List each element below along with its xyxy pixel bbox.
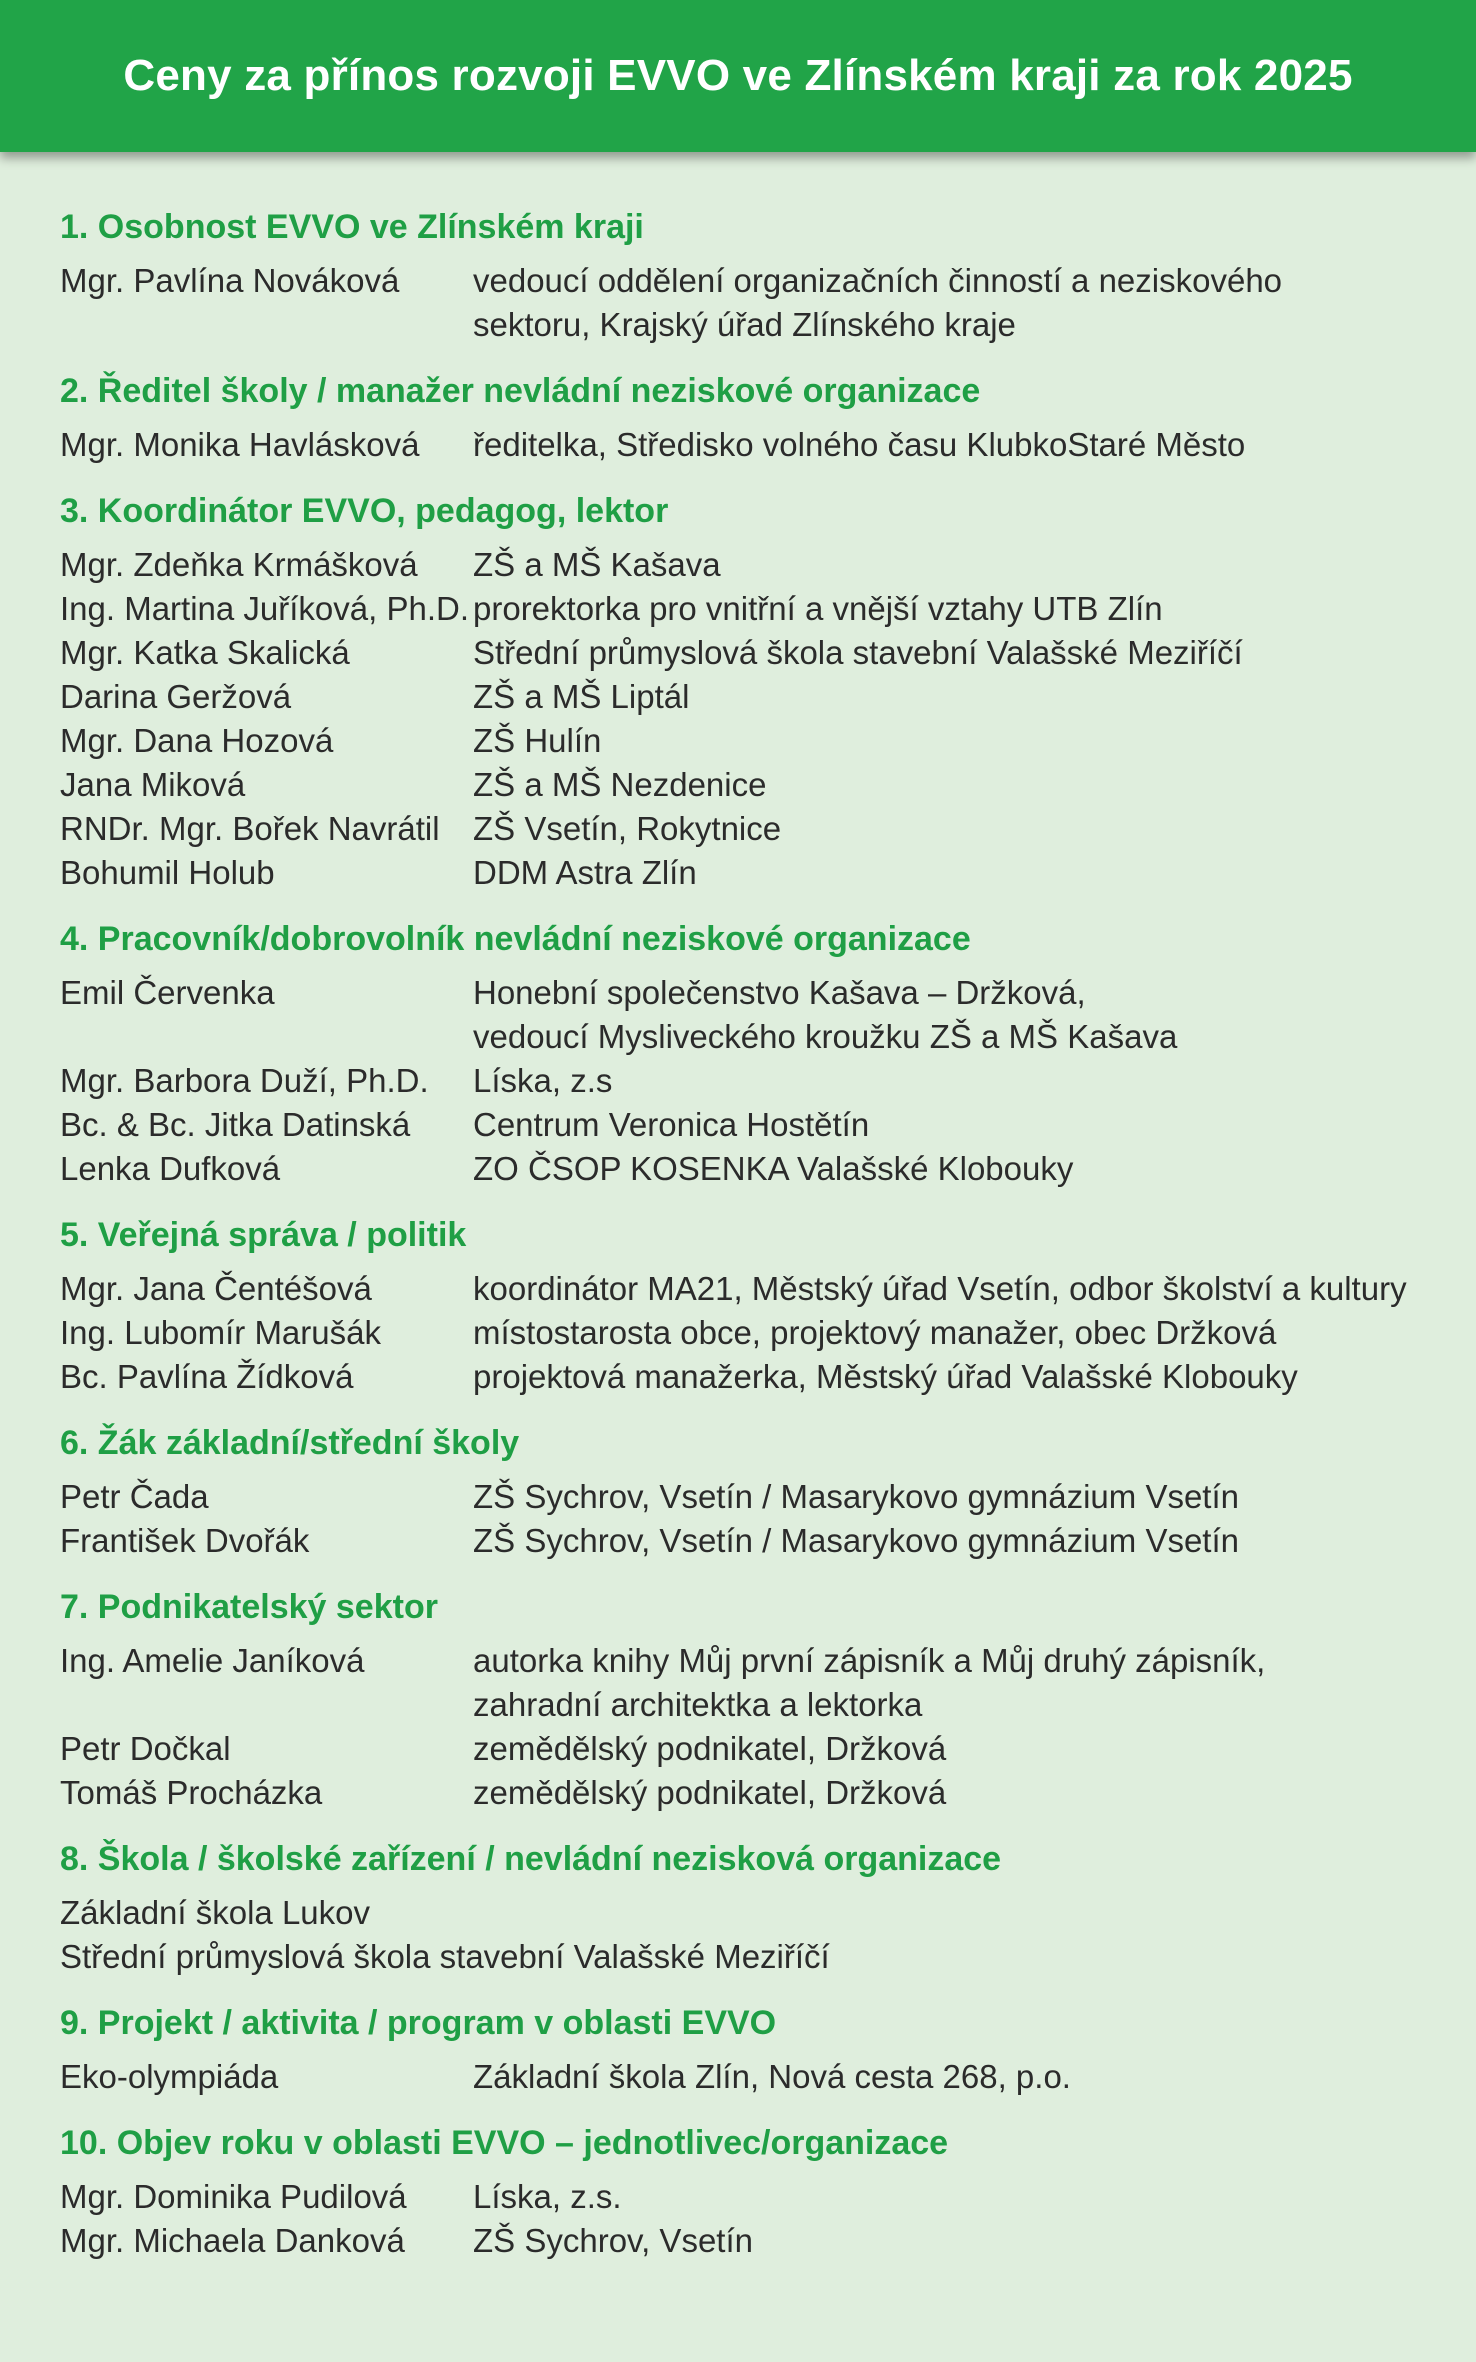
laureate-affiliation [473,1311,1440,1355]
laureate-row [60,1639,1440,1727]
laureate-name: Bc. & Bc. Jitka Datinská [60,1106,411,1143]
laureate-name: Mgr. Michaela Danková [60,2222,405,2259]
laureate-row [60,1475,1440,1519]
affiliation-line: ZŠ Vsetín, Rokytnice [473,810,782,847]
laureate-affiliation [473,2219,1440,2263]
laureate-name: Bc. Pavlína Žídková [60,1358,354,1395]
laureate-affiliation [473,259,1440,347]
laureate-affiliation [473,1771,1440,1815]
affiliation-line: koordinátor MA21, Městský úřad Vsetín, odbor školství a kultury [473,1270,1407,1307]
laureate-name: Mgr. Pavlína Nováková [60,262,400,299]
laureate-affiliation [473,1147,1440,1191]
laureate-row [60,543,1440,587]
laureate-row [60,423,1440,467]
affiliation-line: ZO ČSOP KOSENKA Valašské Klobouky [473,1150,1074,1187]
affiliation-line: zemědělský podnikatel, Držková [473,1730,947,1767]
affiliation-line: DDM Astra Zlín [473,854,697,891]
affiliation-line: zahradní architektka a lektorka [473,1686,923,1723]
laureate-name: Bohumil Holub [60,854,275,891]
laureate-name: Mgr. Dana Hozová [60,722,334,759]
laureate-row [60,2055,1440,2099]
award-section [60,369,1440,467]
section-title: 5. Veřejná správa / politik [60,1216,467,1254]
laureate-name: Ing. Amelie Janíková [60,1642,365,1679]
affiliation-line: ZŠ Sychrov, Vsetín [473,2222,753,2259]
laureate-name: Ing. Martina Juříková, Ph.D. [60,590,470,627]
affiliation-line: místostarosta obce, projektový manažer, obec Držková [473,1314,1277,1351]
award-section [60,1213,1440,1399]
laureate-row [60,1727,1440,1771]
affiliation-line: ZŠ Sychrov, Vsetín / Masarykovo gymnázium Vsetín [473,1522,1239,1559]
section-title: 10. Objev roku v oblasti EVVO – jednotlivec/organizace [60,2124,949,2162]
laureate-row [60,851,1440,895]
affiliation-line: Honební společenstvo Kašava – Držková, [473,974,1086,1011]
laureate-affiliation [473,587,1440,631]
award-section [60,1421,1440,1563]
laureate-name: František Dvořák [60,1522,310,1559]
section-title: 1. Osobnost EVVO ve Zlínském kraji [60,208,644,246]
laureate-affiliation [473,807,1440,851]
laureate-organization: Střední průmyslová škola stavební Valašské Meziříčí [60,1938,830,1975]
section-title: 4. Pracovník/dobrovolník nevládní neziskové organizace [60,920,971,958]
laureate-row [60,807,1440,851]
laureate-row [60,1103,1440,1147]
laureate-affiliation [473,1639,1440,1727]
laureate-row [60,1519,1440,1563]
laureate-affiliation [473,851,1440,895]
laureate-row [60,971,1440,1059]
laureate-name: Mgr. Zdeňka Krmášková [60,546,418,583]
affiliation-line: Střední průmyslová škola stavební Valašské Meziříčí [473,634,1243,671]
laureate-row [60,259,1440,347]
laureate-name: Jana Miková [60,766,246,803]
award-section [60,2121,1440,2263]
laureate-affiliation [473,719,1440,763]
laureate-row [60,1311,1440,1355]
affiliation-line: ZŠ a MŠ Kašava [473,546,721,583]
laureate-row [60,1059,1440,1103]
laureate-row [60,1267,1440,1311]
laureate-affiliation [473,1475,1440,1519]
award-section [60,917,1440,1191]
affiliation-line: ZŠ Sychrov, Vsetín / Masarykovo gymnázium Vsetín [473,1478,1239,1515]
laureate-name: RNDr. Mgr. Bořek Navrátil [60,810,440,847]
section-title: 8. Škola / školské zařízení / nevládní nezisková organizace [60,1840,1002,1878]
affiliation-line: Líska, z.s. [473,2178,622,2215]
laureate-row [60,2175,1440,2219]
award-section [60,205,1440,347]
laureate-name: Emil Červenka [60,974,275,1011]
laureate-affiliation [473,2055,1440,2099]
laureate-name: Mgr. Dominika Pudilová [60,2178,407,2215]
laureate-affiliation [473,1355,1440,1399]
affiliation-line: projektová manažerka, Městský úřad Valašské Klobouky [473,1358,1298,1395]
laureate-affiliation [473,1059,1440,1103]
section-title: 6. Žák základní/střední školy [60,1424,520,1462]
laureate-name: Lenka Dufková [60,1150,281,1187]
award-section [60,1837,1440,1979]
section-title: 3. Koordinátor EVVO, pedagog, lektor [60,492,669,530]
laureate-affiliation [473,1267,1440,1311]
affiliation-line: Základní škola Zlín, Nová cesta 268, p.o. [473,2058,1071,2095]
affiliation-line: prorektorka pro vnitřní a vnější vztahy UTB Zlín [473,590,1163,627]
laureate-row [60,1355,1440,1399]
laureate-affiliation [473,631,1440,675]
laureate-affiliation [473,1103,1440,1147]
section-title: 2. Ředitel školy / manažer nevládní neziskové organizace [60,372,981,410]
laureate-affiliation [473,763,1440,807]
laureate-name: Mgr. Katka Skalická [60,634,350,671]
laureate-name: Mgr. Barbora Duží, Ph.D. [60,1062,429,1099]
laureate-name: Ing. Lubomír Marušák [60,1314,381,1351]
laureate-affiliation [473,1519,1440,1563]
laureate-row [60,675,1440,719]
affiliation-line: ZŠ a MŠ Liptál [473,678,690,715]
award-section [60,489,1440,895]
affiliation-line: sektoru, Krajský úřad Zlínského kraje [473,306,1016,343]
laureate-name: Mgr. Jana Čentéšová [60,1270,372,1307]
laureate-affiliation [473,2175,1440,2219]
header-banner [0,0,1476,152]
laureate-row [60,2219,1440,2263]
affiliation-line: ZŠ a MŠ Nezdenice [473,766,767,803]
affiliation-line: ředitelka, Středisko volného času KlubkoStaré Město [473,426,1246,463]
laureate-name: Eko-olympiáda [60,2058,279,2095]
laureate-row [60,587,1440,631]
affiliation-line: autorka knihy Můj první zápisník a Můj druhý zápisník, [473,1642,1266,1679]
affiliation-line: Líska, z.s [473,1062,613,1099]
affiliation-line: vedoucí oddělení organizačních činností a neziskového [473,262,1283,299]
affiliation-line: vedoucí Mysliveckého kroužku ZŠ a MŠ Kašava [473,1018,1178,1055]
laureate-row [60,719,1440,763]
laureate-organization: Základní škola Lukov [60,1894,371,1931]
laureate-row [60,631,1440,675]
award-section [60,1585,1440,1815]
affiliation-line: ZŠ Hulín [473,722,602,759]
page-title: Ceny za přínos rozvoji EVVO ve Zlínském kraji za rok 2025 [123,51,1353,100]
laureate-affiliation [473,423,1440,467]
affiliation-line: Centrum Veronica Hostětín [473,1106,870,1143]
laureate-row [60,763,1440,807]
awards-list [60,205,1440,2285]
laureate-affiliation [473,971,1440,1059]
laureate-name: Mgr. Monika Havlásková [60,426,420,463]
laureate-affiliation [473,543,1440,587]
laureate-affiliation [473,1727,1440,1771]
laureate-name: Darina Geržová [60,678,292,715]
affiliation-line: zemědělský podnikatel, Držková [473,1774,947,1811]
section-title: 9. Projekt / aktivita / program v oblasti EVVO [60,2004,777,2042]
laureate-row [60,1771,1440,1815]
laureate-affiliation [473,675,1440,719]
section-title: 7. Podnikatelský sektor [60,1588,438,1626]
laureate-name: Petr Čada [60,1478,209,1515]
laureate-name: Petr Dočkal [60,1730,231,1767]
laureate-name: Tomáš Procházka [60,1774,323,1811]
award-section [60,2001,1440,2099]
laureate-row [60,1147,1440,1191]
